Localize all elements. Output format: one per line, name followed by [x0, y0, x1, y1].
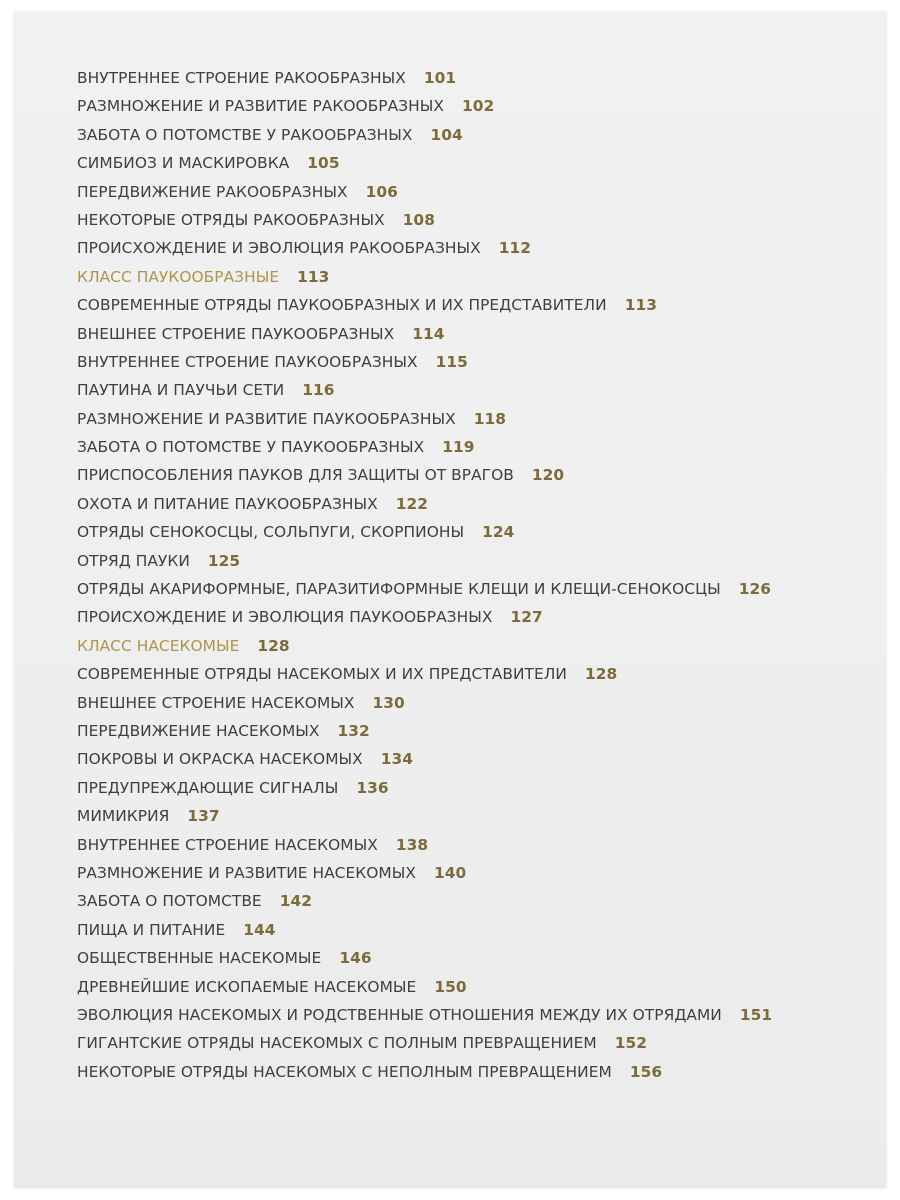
page-number: 124	[482, 523, 515, 542]
page-number: 128	[584, 665, 618, 684]
section-title: КЛАСС НАСЕКОМЫЕ	[77, 636, 240, 655]
toc-entry	[77, 1058, 772, 1086]
entry-title: ЗАБОТА О ПОТОМСТВЕ У РАКООБРАЗНЫХ	[77, 125, 413, 144]
entry-title: ОТРЯДЫ СЕНОКОСЦЫ, СОЛЬПУГИ, СКОРПИОНЫ	[77, 523, 465, 542]
entry-title: ГИГАНТСКИЕ ОТРЯДЫ НАСЕКОМЫХ С ПОЛНЫМ ПРЕВРАЩЕНИЕМ	[77, 1034, 597, 1053]
entry-title: ОХОТА И ПИТАНИЕ ПАУКООБРАЗНЫХ	[77, 494, 378, 513]
entry-title: ВНЕШНЕЕ СТРОЕНИЕ НАСЕКОМЫХ	[77, 693, 355, 712]
toc-entry	[77, 660, 772, 688]
page-number: 101	[423, 69, 457, 87]
entry-title: ПРЕДУПРЕЖДАЮЩИЕ СИГНАЛЫ	[77, 778, 339, 797]
toc-entry	[77, 689, 772, 717]
page-number: 120	[531, 466, 565, 485]
toc-entry	[77, 575, 772, 603]
entry-title: РАЗМНОЖЕНИЕ И РАЗВИТИЕ РАКООБРАЗНЫХ	[77, 97, 444, 116]
entry-title: ПЕРЕДВИЖЕНИЕ НАСЕКОМЫХ	[77, 721, 320, 740]
page-number: 115	[435, 352, 468, 371]
page-number: 122	[395, 494, 429, 513]
page-number: 151	[739, 1005, 773, 1024]
toc-entry	[77, 774, 772, 802]
toc-entry	[77, 206, 772, 234]
toc-entry	[77, 547, 772, 575]
toc-entry	[77, 64, 772, 92]
book-page	[14, 12, 886, 1188]
toc-entry	[77, 859, 772, 887]
entry-title: СИМБИОЗ И МАСКИРОВКА	[77, 154, 290, 173]
toc-entry	[77, 376, 772, 404]
entry-title: РАЗМНОЖЕНИЕ И РАЗВИТИЕ ПАУКООБРАЗНЫХ	[77, 409, 456, 428]
page-number: 136	[356, 778, 389, 797]
page-number: 144	[243, 920, 276, 939]
toc-section-heading	[77, 632, 772, 660]
toc-entry	[77, 1001, 772, 1029]
entry-title: ПРОИСХОЖДЕНИЕ И ЭВОЛЮЦИЯ ПАУКООБРАЗНЫХ	[77, 608, 493, 627]
toc-entry	[77, 405, 772, 433]
page-number: 104	[430, 125, 463, 144]
entry-title: ВНУТРЕННЕЕ СТРОЕНИЕ НАСЕКОМЫХ	[77, 835, 378, 854]
toc-entry	[77, 234, 772, 262]
toc-entry	[77, 518, 772, 546]
toc-entry	[77, 745, 772, 773]
page-number: 125	[207, 551, 241, 570]
entry-title: МИМИКРИЯ	[77, 807, 170, 826]
toc-entry	[77, 461, 772, 489]
entry-title: НЕКОТОРЫЕ ОТРЯДЫ РАКООБРАЗНЫХ	[77, 210, 385, 229]
entry-title: ПОКРОВЫ И ОКРАСКА НАСЕКОМЫХ	[77, 750, 363, 769]
page-number: 134	[380, 750, 414, 769]
page-number: 116	[302, 381, 335, 400]
page-number: 106	[365, 182, 398, 201]
page-number: 112	[498, 239, 532, 258]
entry-title: ПРОИСХОЖДЕНИЕ И ЭВОЛЮЦИЯ РАКООБРАЗНЫХ	[77, 239, 481, 258]
toc-entry	[77, 291, 772, 319]
toc-entry	[77, 178, 772, 206]
toc-entry	[77, 944, 772, 972]
toc-entry	[77, 916, 772, 944]
entry-title: ЗАБОТА О ПОТОМСТВЕ	[77, 892, 262, 911]
entry-title: РАЗМНОЖЕНИЕ И РАЗВИТИЕ НАСЕКОМЫХ	[77, 863, 416, 882]
page-number: 113	[624, 296, 657, 315]
page-number: 108	[402, 210, 435, 229]
page-number: 152	[614, 1034, 648, 1053]
toc-entry	[77, 490, 772, 518]
entry-title: ЗАБОТА О ПОТОМСТВЕ У ПАУКООБРАЗНЫХ	[77, 438, 425, 457]
entry-title: ПИЩА И ПИТАНИЕ	[77, 920, 226, 939]
page-number: 137	[187, 807, 220, 826]
entry-title: ДРЕВНЕЙШИЕ ИСКОПАЕМЫЕ НАСЕКОМЫЕ	[77, 977, 417, 996]
entry-title: ОТРЯД ПАУКИ	[77, 551, 190, 570]
entry-title: СОВРЕМЕННЫЕ ОТРЯДЫ НАСЕКОМЫХ И ИХ ПРЕДСТАВИТЕЛИ	[77, 665, 567, 684]
toc-entry	[77, 1029, 772, 1057]
toc-entry	[77, 717, 772, 745]
page-number: 130	[372, 693, 405, 712]
entry-title: ЭВОЛЮЦИЯ НАСЕКОМЫХ И РОДСТВЕННЫЕ ОТНОШЕНИЯ МЕЖДУ ИХ ОТРЯДАМИ	[77, 1005, 722, 1024]
toc-entry	[77, 887, 772, 915]
toc-entry	[77, 348, 772, 376]
entry-title: СОВРЕМЕННЫЕ ОТРЯДЫ ПАУКООБРАЗНЫХ И ИХ ПРЕДСТАВИТЕЛИ	[77, 296, 607, 315]
toc-section-heading	[77, 263, 772, 291]
table-of-contents	[77, 64, 772, 1086]
entry-title: ПРИСПОСОБЛЕНИЯ ПАУКОВ ДЛЯ ЗАЩИТЫ ОТ ВРАГОВ	[77, 466, 514, 485]
page-number: 127	[510, 608, 543, 627]
page-number: 138	[395, 835, 429, 854]
toc-entry	[77, 831, 772, 859]
page-number: 132	[337, 721, 370, 740]
page-number: 126	[738, 580, 771, 599]
toc-entry	[77, 320, 772, 348]
page-number: 105	[307, 154, 340, 173]
toc-entry	[77, 149, 772, 177]
page-number: 150	[434, 977, 467, 996]
page-number: 156	[629, 1062, 663, 1081]
page-number: 114	[412, 324, 445, 343]
page-number: 119	[442, 438, 475, 457]
page-number: 142	[279, 892, 312, 911]
entry-title: ВНУТРЕННЕЕ СТРОЕНИЕ ПАУКООБРАЗНЫХ	[77, 352, 418, 371]
toc-entry	[77, 92, 772, 120]
page-number: 113	[297, 267, 330, 286]
toc-entry	[77, 121, 772, 149]
page-number: 128	[257, 636, 290, 655]
toc-entry	[77, 973, 772, 1001]
entry-title: ОБЩЕСТВЕННЫЕ НАСЕКОМЫЕ	[77, 949, 322, 968]
toc-entry	[77, 802, 772, 830]
entry-title: НЕКОТОРЫЕ ОТРЯДЫ НАСЕКОМЫХ С НЕПОЛНЫМ ПРЕВРАЩЕНИЕМ	[77, 1062, 612, 1081]
entry-title: ОТРЯДЫ АКАРИФОРМНЫЕ, ПАРАЗИТИФОРМНЫЕ КЛЕЩИ И КЛЕЩИ-СЕНОКОСЦЫ	[77, 580, 721, 599]
entry-title: ВНУТРЕННЕЕ СТРОЕНИЕ РАКООБРАЗНЫХ	[77, 69, 406, 87]
entry-title: ПЕРЕДВИЖЕНИЕ РАКООБРАЗНЫХ	[77, 182, 348, 201]
page-number: 118	[473, 409, 506, 428]
toc-entry	[77, 603, 772, 631]
section-title: КЛАСС ПАУКООБРАЗНЫЕ	[77, 267, 280, 286]
page-number: 146	[339, 949, 372, 968]
entry-title: ВНЕШНЕЕ СТРОЕНИЕ ПАУКООБРАЗНЫХ	[77, 324, 395, 343]
toc-entry	[77, 433, 772, 461]
page-number: 102	[461, 97, 495, 116]
page-number: 140	[433, 863, 467, 882]
entry-title: ПАУТИНА И ПАУЧЬИ СЕТИ	[77, 381, 285, 400]
